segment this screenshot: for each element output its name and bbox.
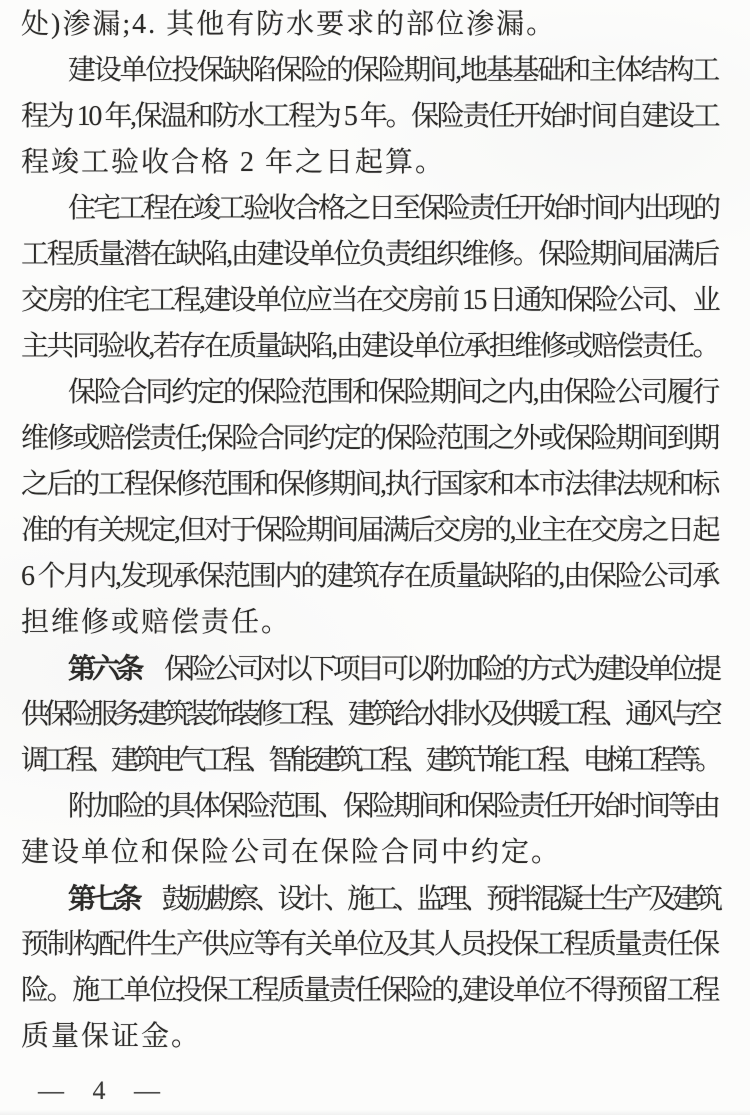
document-body [21, 2, 718, 1060]
text-line: 工程质量潜在缺陷,由建设单位负责组织维修。保险期间届满后 [21, 239, 718, 270]
text-line: 质量保证金。 [21, 1021, 202, 1052]
text-line: 住宅工程在竣工验收合格之日至保险责任开始时间内出现的 [68, 193, 719, 224]
text-line: 供保险服务:建筑装饰装修工程、建筑给水排水及供暖工程、通风与空 [21, 699, 718, 730]
article-number: 第六条 [68, 653, 141, 684]
text-line: 保险合同约定的保险范围和保险期间之内,由保险公司履行 [68, 377, 719, 408]
text-line: 处)渗漏;4. 其他有防水要求的部位渗漏。 [21, 9, 557, 40]
text-line: 第七条 鼓励勘察、设计、施工、监理、预拌混凝土生产及建筑 [68, 883, 719, 915]
text-line: 主共同验收,若存在质量缺陷,由建设单位承担维修或赔偿责任。 [21, 331, 718, 362]
text-line: 调工程、建筑电气工程、智能建筑工程、建筑节能工程、电梯工程等。 [21, 745, 718, 776]
text-line: 之后的工程保修范围和保修期间,执行国家和本市法律法规和标 [21, 469, 718, 500]
page-number: — 4 — [38, 1076, 171, 1105]
text-line: 准的有关规定,但对于保险期间届满后交房的,业主在交房之日起 [21, 515, 718, 546]
text-line: 附加险的具体保险范围、保险期间和保险责任开始时间等由 [68, 791, 719, 822]
article-number: 第七条 [68, 883, 138, 914]
text-line: 担维修或赔偿责任。 [21, 607, 292, 638]
text-line: 交房的住宅工程,建设单位应当在交房前 15 日通知保险公司、业 [21, 285, 719, 316]
text-line: 建设单位投保缺陷保险的保险期间,地基基础和主体结构工 [68, 55, 719, 86]
text-line: 6 个月内,发现承保范围内的建筑存在质量缺陷的,由保险公司承 [21, 561, 719, 592]
text-line: 预制构配件生产供应等有关单位及其人员投保工程质量责任保 [21, 929, 718, 960]
text-line: 险。施工单位投保工程质量责任保险的,建设单位不得预留工程 [21, 975, 718, 1006]
text-line: 第六条 保险公司对以下项目可以附加险的方式为建设单位提 [68, 653, 719, 685]
text-line: 程竣工验收合格 2 年之日起算。 [21, 147, 446, 178]
text-line: 程为 10 年,保温和防水工程为 5 年。保险责任开始时间自建设工 [21, 101, 719, 132]
text-line: 维修或赔偿责任;保险合同约定的保险范围之外或保险期间到期 [21, 423, 718, 454]
text-line: 建设单位和保险公司在保险合同中约定。 [21, 837, 562, 868]
